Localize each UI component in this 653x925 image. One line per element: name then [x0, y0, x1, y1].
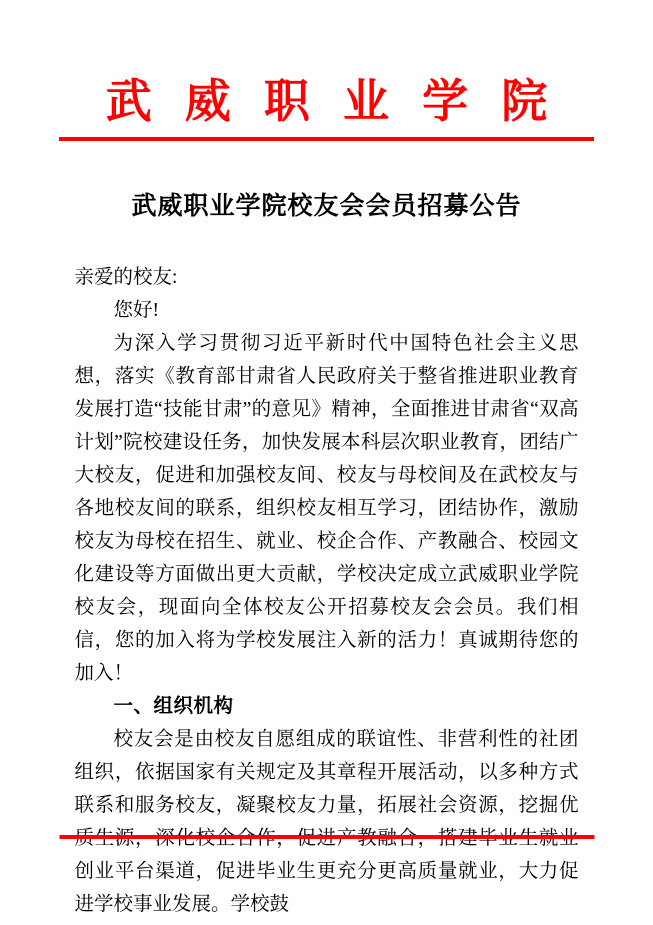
section-1-paragraph: 校友会是由校友自愿组成的联谊性、非营利性的社团组织，依据国家有关规定及其章程开展活动，以多种方式联系和服务校友，凝聚校友力量，拓展社会资源，挖掘优质生源，深化校企合作，促进产教融合，搭建毕业生就业创业平台渠道，促进毕业生更充分更高质量就业，大力促进学校事业发展。学校鼓 — [74, 729, 579, 915]
salutation: 亲爱的校友: — [74, 267, 178, 288]
greeting: 您好! — [113, 300, 159, 321]
footer-divider — [59, 835, 594, 839]
letterhead-divider — [59, 137, 594, 141]
letterhead-org-name: 武威职业学院 — [105, 76, 581, 127]
document-title: 武威职业学院校友会会员招募公告 — [131, 193, 522, 220]
section-heading-1: 一、组织机构 — [113, 695, 234, 717]
document-body — [75, 261, 579, 921]
intro-paragraph: 为深入学习贯彻习近平新时代中国特色社会主义思想，落实《教育部甘肃省人民政府关于整省推进职业教育发展打造“技能甘肃”的意见》精神，全面推进甘肃省“双高计划”院校建设任务，加快发展本科层次职业教育，团结广大校友，促进和加强校友间、校友与母校间及在武校友与各地校友间的联系，组织校友相互学习，团结协作，激励校友为母校在招生、就业、校企合作、产教融合、校园文化建设等方面做出更大贡献，学校决定成立武威职业学院校友会，现面向全体校友公开招募校友会会员。我们相信，您的加入将为学校发展注入新的活力！真诚期待您的加入！ — [74, 333, 579, 684]
